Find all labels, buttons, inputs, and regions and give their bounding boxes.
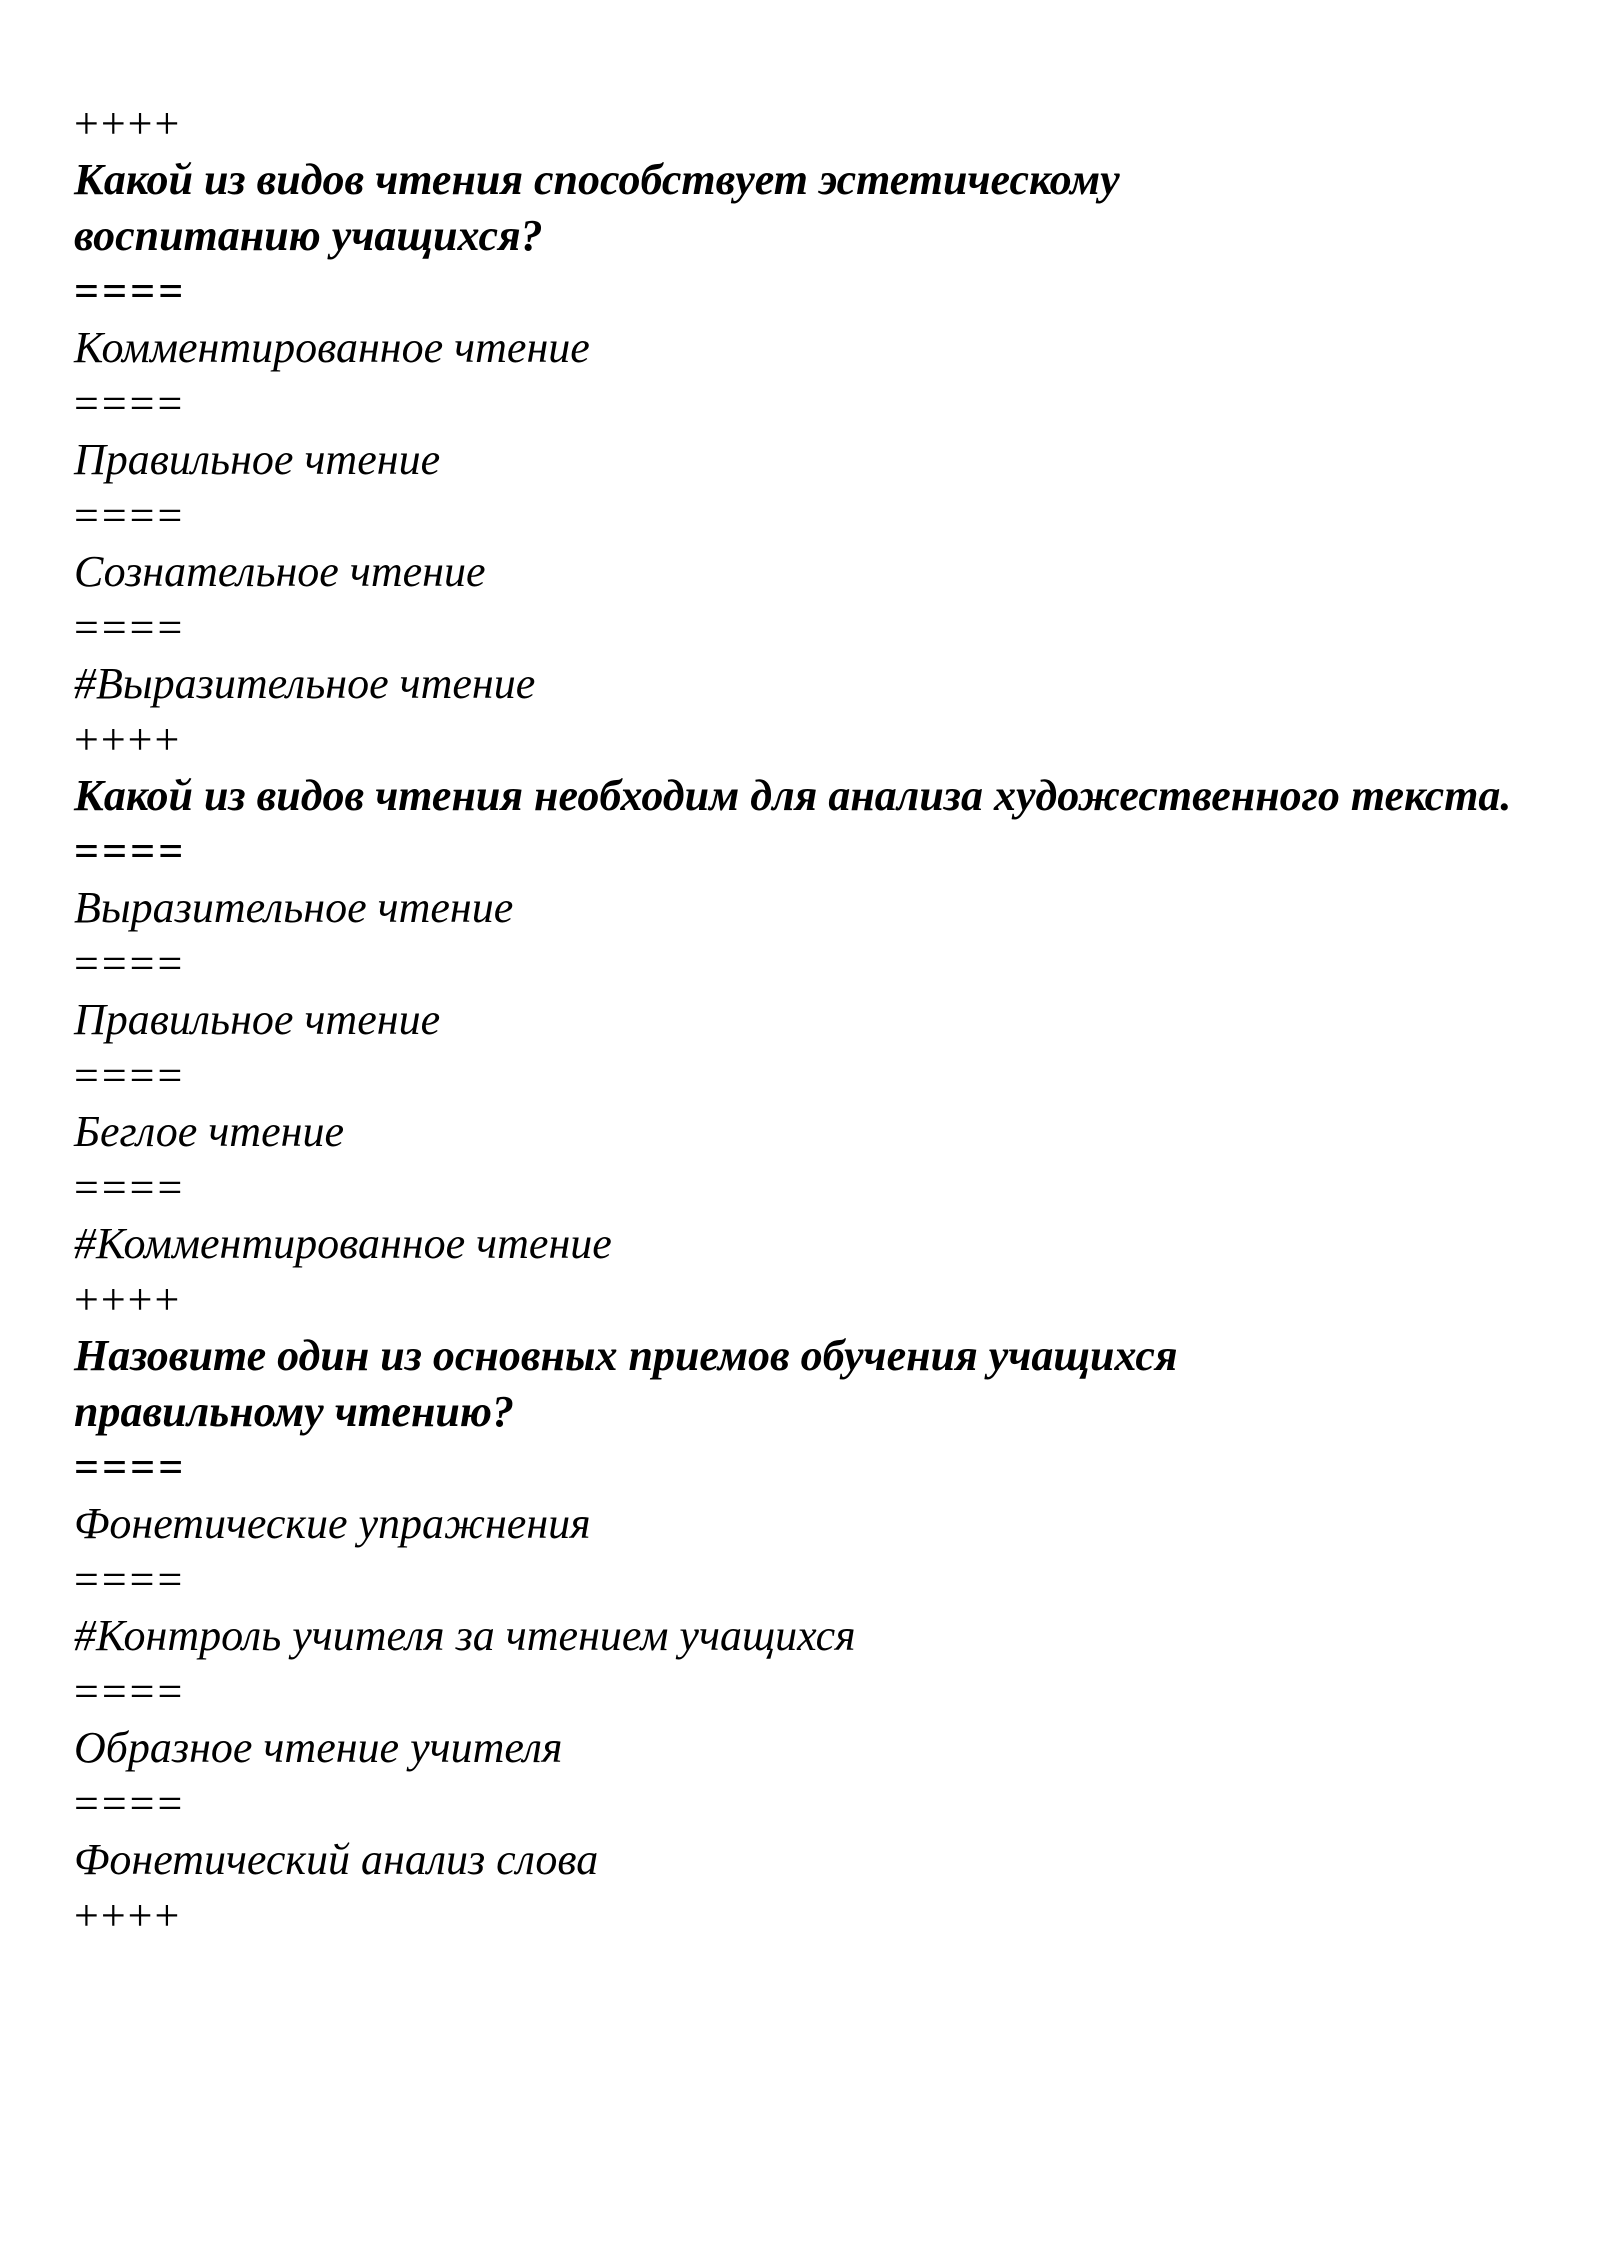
question-text: Назовите один из основных приемов обучения учащихся правильному чтению?	[74, 1331, 1178, 1436]
question-separator: ++++	[74, 99, 182, 148]
answer-separator: ====	[74, 379, 186, 428]
answer-separator: ====	[74, 1163, 186, 1212]
answer-separator: ====	[74, 603, 186, 652]
answer-option: Сознательное чтение	[74, 547, 486, 596]
answer-option-correct: #Комментированное чтение	[74, 1219, 612, 1268]
answer-option: Правильное чтение	[74, 435, 441, 484]
answer-separator: ====	[74, 1779, 186, 1828]
question-text: Какой из видов чтения способствует эстетическому воспитанию учащихся?	[74, 155, 1120, 260]
answer-separator: ====	[74, 491, 186, 540]
end-separator: ++++	[74, 1891, 182, 1940]
document-page	[74, 96, 1534, 1944]
answer-separator: ====	[74, 267, 187, 316]
answer-separator: ====	[74, 1555, 186, 1604]
question-separator: ++++	[74, 715, 182, 764]
answer-option: Выразительное чтение	[74, 883, 514, 932]
answer-option: Правильное чтение	[74, 995, 441, 1044]
question-separator: ++++	[74, 1275, 182, 1324]
answer-separator: ====	[74, 1667, 186, 1716]
answer-option: Беглое чтение	[74, 1107, 344, 1156]
question-block	[74, 96, 1534, 712]
answer-option: Фонетический анализ слова	[74, 1835, 599, 1884]
answer-option: Фонетические упражнения	[74, 1499, 591, 1548]
answer-separator: ====	[74, 827, 187, 876]
question-block	[74, 712, 1534, 1272]
question-block	[74, 1272, 1534, 1888]
answer-option: Образное чтение учителя	[74, 1723, 563, 1772]
answer-separator: ====	[74, 939, 186, 988]
answer-option: Комментированное чтение	[74, 323, 590, 372]
answer-option-correct: #Выразительное чтение	[74, 659, 536, 708]
question-text: Какой из видов чтения необходим для анализа художественного текста.	[74, 771, 1512, 820]
answer-option-correct: #Контроль учителя за чтением учащихся	[74, 1611, 856, 1660]
answer-separator: ====	[74, 1051, 186, 1100]
answer-separator: ====	[74, 1443, 187, 1492]
